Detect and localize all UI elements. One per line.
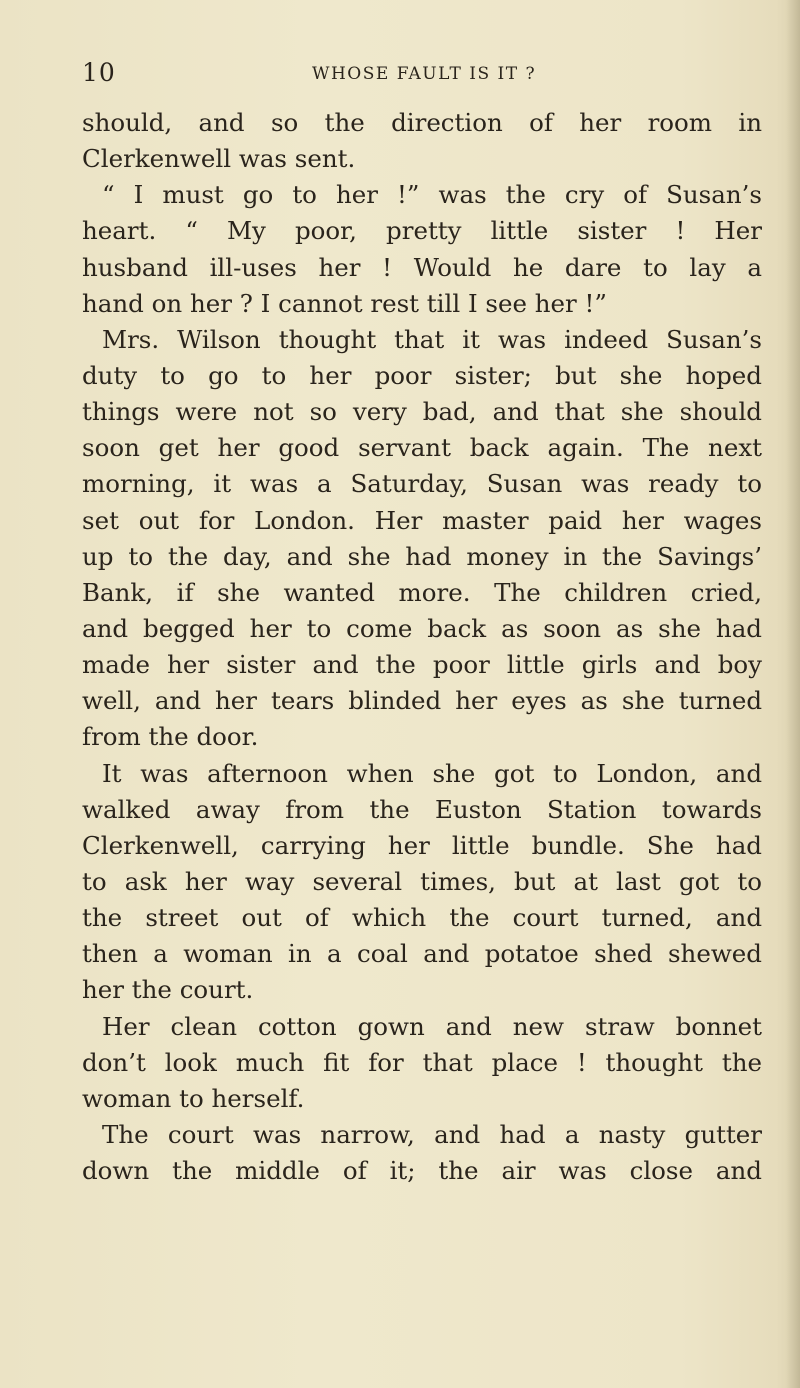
text-line: down the middle of it; the air was close and [82,1156,762,1186]
text-line: heart. “ My poor, pretty little sister ! Her [82,216,762,246]
text-line: well, and her tears blinded her eyes as she turned [82,686,762,716]
text-line: It was afternoon when she got to London, and [102,758,762,788]
text-line: from the door. [82,722,259,752]
running-title: WHOSE FAULT IS IT ? [312,64,537,84]
text-line: duty to go to her poor sister; but she hoped [82,360,762,390]
text-line: morning, it was a Saturday, Susan was ready to [82,469,762,499]
text-line: Bank, if she wanted more. The children cried, [82,577,762,607]
text-line: “ I must go to her !” was the cry of Susan’s [102,180,762,210]
text-line: things were not so very bad, and that she should [82,397,762,427]
page-edge-shadow [786,0,800,1388]
text-line: Her clean cotton gown and new straw bonnet [102,1011,762,1041]
running-header [82,58,752,92]
text-line: walked away from the Euston Station towards [82,794,762,824]
text-line: The court was narrow, and had a nasty gutter [102,1119,762,1149]
text-line: to ask her way several times, but at last got to [82,866,762,896]
text-line: Clerkenwell, carrying her little bundle. She had [82,830,762,860]
text-line: and begged her to come back as soon as she had [82,613,762,643]
text-line: Mrs. Wilson thought that it was indeed Susan’s [102,324,762,354]
text-line: soon get her good servant back again. The next [82,433,762,463]
text-line: made her sister and the poor little girls and boy [82,650,762,680]
text-line: set out for London. Her master paid her wages [82,505,762,535]
body-text [82,105,762,1189]
text-line: up to the day, and she had money in the Savings’ [82,541,762,571]
text-line: her the court. [82,975,254,1005]
text-line: the street out of which the court turned, and [82,903,762,933]
text-line: don’t look much fit for that place ! thought the [82,1047,762,1077]
text-line: woman to herself. [82,1083,305,1113]
text-line: should, and so the direction of her room in [82,108,762,137]
text-line: hand on her ? I cannot rest till I see her !” [82,288,607,318]
page-number: 10 [82,58,116,87]
text-line: then a woman in a coal and potatoe shed shewed [82,939,762,969]
text-line: Clerkenwell was sent. [82,144,356,174]
text-line: husband ill-uses her ! Would he dare to lay a [82,252,762,282]
